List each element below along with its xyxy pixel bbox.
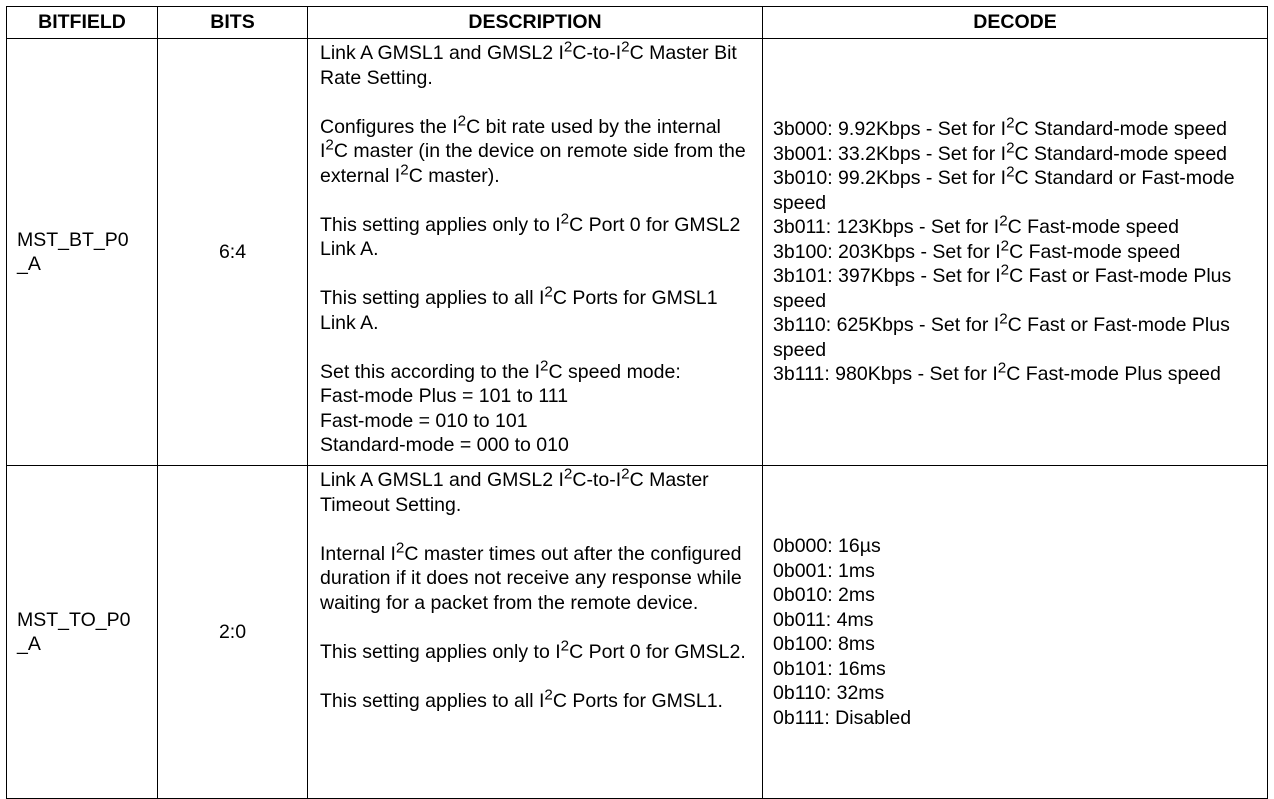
table-row	[7, 39, 1268, 466]
register-table	[6, 6, 1268, 799]
decode-item: 0b011: 4ms	[773, 608, 874, 631]
decode-item: 3b111: 980Kbps - Set for $I^2C$ Fast-mode Plus speed	[773, 359, 1221, 386]
description-paragraph: This setting applies only to $I^2C$ Port 0 for GMSL2.	[320, 636, 746, 663]
decode-item: 3b011: 123Kbps - Set for $I^2C$ Fast-mode speed	[773, 212, 1179, 239]
speed-mode-line: Standard-mode = 000 to 010	[320, 434, 569, 456]
header-decode: DECODE	[763, 7, 1268, 39]
decode-item: 0b111: Disabled	[773, 706, 912, 729]
decode-cell	[763, 39, 1268, 466]
description-paragraph: Internal $I^2C$ master times out after the configured duration if it does not receive any response while waiting for a packet from the remote device.	[320, 538, 742, 614]
header-row	[7, 7, 1268, 39]
speed-mode-line: Fast-mode = 010 to 101	[320, 409, 528, 432]
decode-item: 3b100: 203Kbps - Set for $I^2C$ Fast-mode speed	[773, 237, 1181, 263]
bitfield-cell	[7, 466, 158, 799]
bits-cell: 2:0	[158, 466, 308, 799]
decode-item: 0b000: 16µs	[773, 535, 881, 557]
speed-mode-line: Fast-mode Plus = 101 to 111	[320, 385, 569, 407]
bits-cell: 6:4	[158, 39, 308, 466]
bitfield-name: MST_BT_P0_A	[17, 228, 129, 275]
decode-item: 0b010: 2ms	[773, 584, 875, 606]
decode-item: 3b110: 625Kbps - Set for $I^2C$ Fast or Fast-mode Plus speed	[773, 310, 1230, 361]
description-paragraph	[320, 356, 754, 458]
description-paragraph: Link A GMSL1 and GMSL2 $I^2C-to-I^2C$ Master Bit Rate Setting.	[320, 38, 737, 89]
header-bitfield: BITFIELD	[7, 7, 158, 39]
bitfield-name: MST_TO_P0_A	[17, 608, 131, 655]
description-paragraph: Link A GMSL1 and GMSL2 $I^2C-to-I^2C$ Master Timeout Setting.	[320, 465, 709, 516]
decode-item: 0b100: 8ms	[773, 633, 875, 655]
bitfield-cell	[7, 39, 158, 466]
speed-mode-intro: Set this according to the $I^2C$ speed mode:	[320, 356, 681, 383]
header-description: DESCRIPTION	[308, 7, 763, 39]
decode-cell	[763, 466, 1268, 799]
description-paragraph: This setting applies only to $I^2C$ Port 0 for GMSL2 Link A.	[320, 209, 741, 260]
decode-item: 0b101: 16ms	[773, 657, 886, 680]
description-paragraph: Configures the $I^2C$ bit rate used by the internal $I^2C$ master (in the device on remote side from the external $I^2C$ master).	[320, 111, 746, 187]
decode-item: 0b001: 1ms	[773, 559, 875, 582]
description-cell	[308, 466, 763, 799]
description-paragraph: This setting applies to all $I^2C$ Ports for GMSL1.	[320, 685, 723, 712]
decode-item: 3b101: 397Kbps - Set for $I^2C$ Fast or Fast-mode Plus speed	[773, 261, 1232, 312]
decode-item: 3b010: 99.2Kbps - Set for $I^2C$ Standard or Fast-mode speed	[773, 163, 1235, 214]
table-row	[7, 466, 1268, 799]
header-bits: BITS	[158, 7, 308, 39]
decode-item: 3b000: 9.92Kbps - Set for $I^2C$ Standard-mode speed	[773, 114, 1228, 141]
decode-item: 0b110: 32ms	[773, 682, 885, 704]
decode-item: 3b001: 33.2Kbps - Set for $I^2C$ Standard-mode speed	[773, 139, 1228, 165]
description-paragraph: This setting applies to all $I^2C$ Ports for GMSL1 Link A.	[320, 283, 718, 334]
description-cell	[308, 39, 763, 466]
